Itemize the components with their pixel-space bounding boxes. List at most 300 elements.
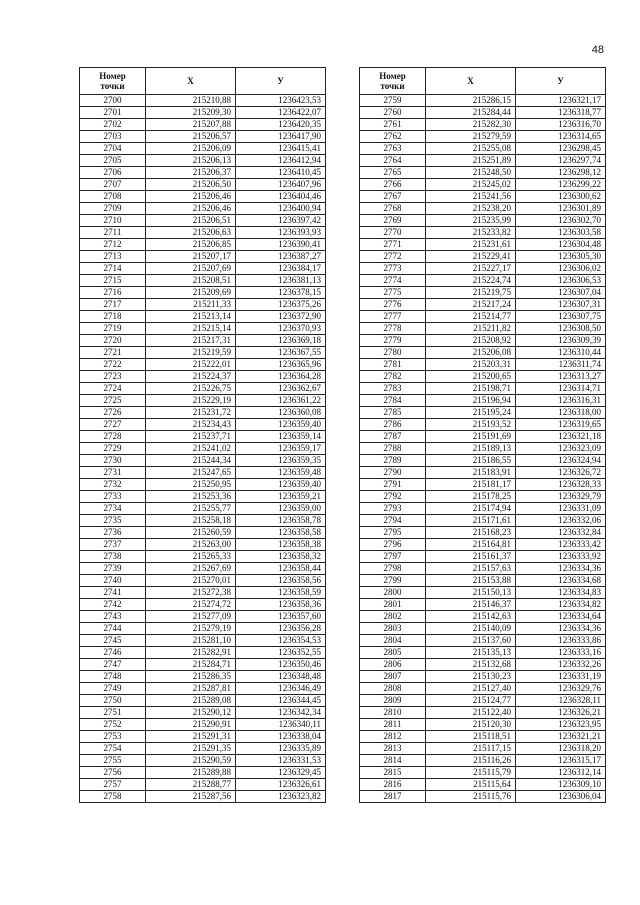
y-coordinate-cell: 1236358,44 (236, 563, 326, 575)
point-number-cell: 2801 (360, 599, 426, 611)
y-coordinate-cell: 1236318,00 (516, 407, 606, 419)
point-number-cell: 2749 (80, 683, 146, 695)
y-coordinate-cell: 1236404,46 (236, 191, 326, 203)
point-number-cell: 2782 (360, 371, 426, 383)
point-number-cell: 2755 (80, 755, 146, 767)
x-coordinate-cell: 215253,36 (146, 491, 236, 503)
y-coordinate-cell: 1236338,04 (236, 731, 326, 743)
y-coordinate-cell: 1236298,12 (516, 167, 606, 179)
x-coordinate-cell: 215206,51 (146, 215, 236, 227)
y-coordinate-cell: 1236423,53 (236, 95, 326, 107)
point-number-cell: 2757 (80, 779, 146, 791)
point-number-cell: 2708 (80, 191, 146, 203)
y-coordinate-cell: 1236359,35 (236, 455, 326, 467)
point-number-cell: 2790 (360, 467, 426, 479)
point-number-cell: 2796 (360, 539, 426, 551)
point-number-cell: 2797 (360, 551, 426, 563)
x-coordinate-cell: 215227,17 (426, 263, 516, 275)
table-row (360, 299, 606, 311)
x-coordinate-cell: 215132,68 (426, 659, 516, 671)
point-number-cell: 2762 (360, 131, 426, 143)
table-row (80, 443, 326, 455)
table-row (80, 515, 326, 527)
table-row (80, 599, 326, 611)
x-coordinate-cell: 215251,89 (426, 155, 516, 167)
table-row (360, 107, 606, 119)
point-number-cell: 2775 (360, 287, 426, 299)
table-row (360, 179, 606, 191)
point-number-cell: 2714 (80, 263, 146, 275)
point-number-cell: 2727 (80, 419, 146, 431)
y-coordinate-cell: 1236316,70 (516, 119, 606, 131)
x-coordinate-cell: 215287,56 (146, 791, 236, 803)
x-coordinate-cell: 215168,23 (426, 527, 516, 539)
table-row (80, 95, 326, 107)
x-coordinate-cell: 215250,95 (146, 479, 236, 491)
y-coordinate-cell: 1236348,48 (236, 671, 326, 683)
table-row (80, 431, 326, 443)
point-number-cell: 2763 (360, 143, 426, 155)
table-row (360, 779, 606, 791)
x-coordinate-cell: 215265,33 (146, 551, 236, 563)
x-coordinate-cell: 215189,13 (426, 443, 516, 455)
table-row (80, 635, 326, 647)
table-row (360, 551, 606, 563)
y-coordinate-cell: 1236323,09 (516, 443, 606, 455)
point-number-cell: 2759 (360, 95, 426, 107)
y-coordinate-cell: 1236306,04 (516, 791, 606, 803)
table-row (360, 227, 606, 239)
x-coordinate-cell: 215200,65 (426, 371, 516, 383)
table-row (360, 443, 606, 455)
y-coordinate-cell: 1236306,02 (516, 263, 606, 275)
x-coordinate-cell: 215137,60 (426, 635, 516, 647)
x-coordinate-cell: 215245,02 (426, 179, 516, 191)
table-row (80, 299, 326, 311)
x-coordinate-cell: 215286,15 (426, 95, 516, 107)
point-number-cell: 2753 (80, 731, 146, 743)
y-coordinate-cell: 1236315,17 (516, 755, 606, 767)
y-coordinate-cell: 1236309,10 (516, 779, 606, 791)
table-row (360, 239, 606, 251)
y-coordinate-cell: 1236321,18 (516, 431, 606, 443)
point-number-cell: 2788 (360, 443, 426, 455)
table-row (360, 623, 606, 635)
x-coordinate-cell: 215206,09 (146, 143, 236, 155)
y-coordinate-cell: 1236358,59 (236, 587, 326, 599)
y-coordinate-cell: 1236381,13 (236, 275, 326, 287)
point-number-cell: 2726 (80, 407, 146, 419)
y-coordinate-cell: 1236358,58 (236, 527, 326, 539)
table-row (80, 755, 326, 767)
table-row (80, 671, 326, 683)
point-number-cell: 2783 (360, 383, 426, 395)
table-row (80, 311, 326, 323)
point-number-cell: 2791 (360, 479, 426, 491)
point-number-cell: 2765 (360, 167, 426, 179)
x-coordinate-cell: 215130,23 (426, 671, 516, 683)
x-coordinate-cell: 215203,31 (426, 359, 516, 371)
x-coordinate-cell: 215290,59 (146, 755, 236, 767)
point-number-cell: 2725 (80, 395, 146, 407)
y-coordinate-cell: 1236375,26 (236, 299, 326, 311)
y-coordinate-cell: 1236302,70 (516, 215, 606, 227)
table-row (80, 371, 326, 383)
y-coordinate-cell: 1236344,45 (236, 695, 326, 707)
y-coordinate-cell: 1236334,83 (516, 587, 606, 599)
table-row (360, 635, 606, 647)
point-number-cell: 2799 (360, 575, 426, 587)
table-row (360, 575, 606, 587)
point-number-cell: 2778 (360, 323, 426, 335)
y-coordinate-cell: 1236361,22 (236, 395, 326, 407)
point-number-cell: 2701 (80, 107, 146, 119)
y-coordinate-cell: 1236319,65 (516, 419, 606, 431)
table-row (360, 191, 606, 203)
point-number-cell: 2710 (80, 215, 146, 227)
y-coordinate-cell: 1236350,46 (236, 659, 326, 671)
table-row (80, 395, 326, 407)
table-row (360, 203, 606, 215)
point-number-cell: 2712 (80, 239, 146, 251)
point-number-cell: 2720 (80, 335, 146, 347)
y-coordinate-cell: 1236307,31 (516, 299, 606, 311)
y-coordinate-cell: 1236331,19 (516, 671, 606, 683)
table-row (360, 767, 606, 779)
table-row (360, 407, 606, 419)
x-coordinate-cell: 215207,69 (146, 263, 236, 275)
table-row (360, 707, 606, 719)
table-row (80, 215, 326, 227)
point-number-cell: 2736 (80, 527, 146, 539)
point-number-cell: 2717 (80, 299, 146, 311)
point-number-cell: 2752 (80, 719, 146, 731)
table-row (80, 467, 326, 479)
point-number-cell: 2711 (80, 227, 146, 239)
x-coordinate-cell: 215161,37 (426, 551, 516, 563)
x-coordinate-cell: 215118,51 (426, 731, 516, 743)
header-x: X (426, 68, 516, 95)
table-row (360, 587, 606, 599)
x-coordinate-cell: 215211,82 (426, 323, 516, 335)
x-coordinate-cell: 215206,37 (146, 167, 236, 179)
x-coordinate-cell: 215282,30 (426, 119, 516, 131)
point-number-cell: 2786 (360, 419, 426, 431)
table-row (360, 743, 606, 755)
x-coordinate-cell: 215289,08 (146, 695, 236, 707)
x-coordinate-cell: 215135,13 (426, 647, 516, 659)
point-number-cell: 2731 (80, 467, 146, 479)
x-coordinate-cell: 215281,10 (146, 635, 236, 647)
point-number-cell: 2713 (80, 251, 146, 263)
y-coordinate-cell: 1236384,17 (236, 263, 326, 275)
x-coordinate-cell: 215222,01 (146, 359, 236, 371)
y-coordinate-cell: 1236359,48 (236, 467, 326, 479)
point-number-cell: 2806 (360, 659, 426, 671)
y-coordinate-cell: 1236358,36 (236, 599, 326, 611)
point-number-cell: 2730 (80, 455, 146, 467)
table-row (360, 335, 606, 347)
x-coordinate-cell: 215241,02 (146, 443, 236, 455)
coordinates-table-left (79, 67, 326, 803)
table-row (360, 371, 606, 383)
point-number-cell: 2787 (360, 431, 426, 443)
x-coordinate-cell: 215191,69 (426, 431, 516, 443)
table-row (360, 467, 606, 479)
y-coordinate-cell: 1236340,11 (236, 719, 326, 731)
y-coordinate-cell: 1236333,86 (516, 635, 606, 647)
header-point-number: Номер точки (80, 68, 146, 95)
point-number-cell: 2702 (80, 119, 146, 131)
y-coordinate-cell: 1236370,93 (236, 323, 326, 335)
point-number-cell: 2737 (80, 539, 146, 551)
table-row (360, 563, 606, 575)
y-coordinate-cell: 1236334,64 (516, 611, 606, 623)
x-coordinate-cell: 215224,37 (146, 371, 236, 383)
table-row (80, 383, 326, 395)
x-coordinate-cell: 215146,37 (426, 599, 516, 611)
x-coordinate-cell: 215255,77 (146, 503, 236, 515)
y-coordinate-cell: 1236358,38 (236, 539, 326, 551)
point-number-cell: 2734 (80, 503, 146, 515)
x-coordinate-cell: 215211,33 (146, 299, 236, 311)
x-coordinate-cell: 215217,31 (146, 335, 236, 347)
point-number-cell: 2771 (360, 239, 426, 251)
y-coordinate-cell: 1236400,94 (236, 203, 326, 215)
table-row (80, 107, 326, 119)
point-number-cell: 2784 (360, 395, 426, 407)
table-row (80, 659, 326, 671)
y-coordinate-cell: 1236360,08 (236, 407, 326, 419)
y-coordinate-cell: 1236367,55 (236, 347, 326, 359)
y-coordinate-cell: 1236420,35 (236, 119, 326, 131)
table-row (80, 167, 326, 179)
y-coordinate-cell: 1236359,40 (236, 419, 326, 431)
table-row (360, 395, 606, 407)
x-coordinate-cell: 215226,75 (146, 383, 236, 395)
table-row (80, 119, 326, 131)
table-row (360, 515, 606, 527)
y-coordinate-cell: 1236359,21 (236, 491, 326, 503)
point-number-cell: 2724 (80, 383, 146, 395)
table-row (360, 599, 606, 611)
table-row (360, 347, 606, 359)
y-coordinate-cell: 1236359,40 (236, 479, 326, 491)
x-coordinate-cell: 215234,43 (146, 419, 236, 431)
point-number-cell: 2776 (360, 299, 426, 311)
y-coordinate-cell: 1236324,94 (516, 455, 606, 467)
header-x: X (146, 68, 236, 95)
table-row (80, 575, 326, 587)
y-coordinate-cell: 1236357,60 (236, 611, 326, 623)
y-coordinate-cell: 1236321,21 (516, 731, 606, 743)
y-coordinate-cell: 1236334,68 (516, 575, 606, 587)
y-coordinate-cell: 1236359,14 (236, 431, 326, 443)
y-coordinate-cell: 1236311,74 (516, 359, 606, 371)
x-coordinate-cell: 215209,69 (146, 287, 236, 299)
y-coordinate-cell: 1236359,00 (236, 503, 326, 515)
x-coordinate-cell: 215178,25 (426, 491, 516, 503)
table-row (80, 263, 326, 275)
table-row (360, 731, 606, 743)
table-row (360, 719, 606, 731)
x-coordinate-cell: 215290,91 (146, 719, 236, 731)
y-coordinate-cell: 1236397,42 (236, 215, 326, 227)
page-number: 48 (591, 44, 604, 56)
point-number-cell: 2794 (360, 515, 426, 527)
table-row (360, 287, 606, 299)
y-coordinate-cell: 1236354,53 (236, 635, 326, 647)
y-coordinate-cell: 1236329,45 (236, 767, 326, 779)
table-row (360, 311, 606, 323)
x-coordinate-cell: 215214,77 (426, 311, 516, 323)
table-row (80, 719, 326, 731)
y-coordinate-cell: 1236312,14 (516, 767, 606, 779)
table-row (360, 155, 606, 167)
x-coordinate-cell: 215291,35 (146, 743, 236, 755)
x-coordinate-cell: 215274,72 (146, 599, 236, 611)
x-coordinate-cell: 215284,44 (426, 107, 516, 119)
x-coordinate-cell: 215267,69 (146, 563, 236, 575)
point-number-cell: 2774 (360, 275, 426, 287)
point-number-cell: 2703 (80, 131, 146, 143)
point-number-cell: 2735 (80, 515, 146, 527)
table-row (360, 683, 606, 695)
point-number-cell: 2739 (80, 563, 146, 575)
table-row (360, 359, 606, 371)
table-row (360, 479, 606, 491)
y-coordinate-cell: 1236390,41 (236, 239, 326, 251)
x-coordinate-cell: 215217,24 (426, 299, 516, 311)
x-coordinate-cell: 215206,50 (146, 179, 236, 191)
y-coordinate-cell: 1236328,33 (516, 479, 606, 491)
x-coordinate-cell: 215282,91 (146, 647, 236, 659)
table-row (360, 491, 606, 503)
y-coordinate-cell: 1236331,09 (516, 503, 606, 515)
point-number-cell: 2744 (80, 623, 146, 635)
table-row (360, 383, 606, 395)
table-row (80, 707, 326, 719)
point-number-cell: 2780 (360, 347, 426, 359)
y-coordinate-cell: 1236300,62 (516, 191, 606, 203)
y-coordinate-cell: 1236356,28 (236, 623, 326, 635)
table-row (360, 455, 606, 467)
point-number-cell: 2747 (80, 659, 146, 671)
point-number-cell: 2758 (80, 791, 146, 803)
y-coordinate-cell: 1236313,27 (516, 371, 606, 383)
y-coordinate-cell: 1236333,92 (516, 551, 606, 563)
x-coordinate-cell: 215206,46 (146, 191, 236, 203)
x-coordinate-cell: 215279,19 (146, 623, 236, 635)
table-header-row (360, 68, 606, 95)
y-coordinate-cell: 1236301,89 (516, 203, 606, 215)
x-coordinate-cell: 215241,56 (426, 191, 516, 203)
table-header-row (80, 68, 326, 95)
table-row (80, 491, 326, 503)
x-coordinate-cell: 215284,71 (146, 659, 236, 671)
point-number-cell: 2740 (80, 575, 146, 587)
x-coordinate-cell: 215206,13 (146, 155, 236, 167)
table-row (80, 611, 326, 623)
table-row (80, 779, 326, 791)
point-number-cell: 2777 (360, 311, 426, 323)
y-coordinate-cell: 1236323,82 (236, 791, 326, 803)
point-number-cell: 2750 (80, 695, 146, 707)
point-number-cell: 2809 (360, 695, 426, 707)
point-number-cell: 2813 (360, 743, 426, 755)
y-coordinate-cell: 1236359,17 (236, 443, 326, 455)
point-number-cell: 2723 (80, 371, 146, 383)
x-coordinate-cell: 215231,61 (426, 239, 516, 251)
x-coordinate-cell: 215140,09 (426, 623, 516, 635)
y-coordinate-cell: 1236310,44 (516, 347, 606, 359)
table-row (80, 479, 326, 491)
point-number-cell: 2748 (80, 671, 146, 683)
point-number-cell: 2814 (360, 755, 426, 767)
header-y: У (516, 68, 606, 95)
table-row (80, 143, 326, 155)
x-coordinate-cell: 215164,81 (426, 539, 516, 551)
x-coordinate-cell: 215196,94 (426, 395, 516, 407)
x-coordinate-cell: 215193,52 (426, 419, 516, 431)
y-coordinate-cell: 1236422,07 (236, 107, 326, 119)
y-coordinate-cell: 1236334,82 (516, 599, 606, 611)
y-coordinate-cell: 1236342,34 (236, 707, 326, 719)
y-coordinate-cell: 1236314,71 (516, 383, 606, 395)
y-coordinate-cell: 1236364,28 (236, 371, 326, 383)
y-coordinate-cell: 1236410,45 (236, 167, 326, 179)
x-coordinate-cell: 215122,40 (426, 707, 516, 719)
y-coordinate-cell: 1236305,30 (516, 251, 606, 263)
point-number-cell: 2718 (80, 311, 146, 323)
point-number-cell: 2812 (360, 731, 426, 743)
x-coordinate-cell: 215291,31 (146, 731, 236, 743)
table-row (80, 587, 326, 599)
table-row (80, 731, 326, 743)
x-coordinate-cell: 215287,81 (146, 683, 236, 695)
y-coordinate-cell: 1236393,93 (236, 227, 326, 239)
y-coordinate-cell: 1236321,17 (516, 95, 606, 107)
table-row (360, 791, 606, 803)
point-number-cell: 2764 (360, 155, 426, 167)
y-coordinate-cell: 1236412,94 (236, 155, 326, 167)
point-number-cell: 2770 (360, 227, 426, 239)
y-coordinate-cell: 1236298,45 (516, 143, 606, 155)
point-number-cell: 2800 (360, 587, 426, 599)
x-coordinate-cell: 215229,19 (146, 395, 236, 407)
point-number-cell: 2792 (360, 491, 426, 503)
table-row (80, 767, 326, 779)
table-row (360, 503, 606, 515)
y-coordinate-cell: 1236358,78 (236, 515, 326, 527)
x-coordinate-cell: 215263,00 (146, 539, 236, 551)
y-coordinate-cell: 1236372,90 (236, 311, 326, 323)
x-coordinate-cell: 215219,59 (146, 347, 236, 359)
table-row (80, 323, 326, 335)
table-row (80, 407, 326, 419)
point-number-cell: 2746 (80, 647, 146, 659)
table-row (360, 143, 606, 155)
x-coordinate-cell: 215248,50 (426, 167, 516, 179)
table-row (80, 419, 326, 431)
y-coordinate-cell: 1236318,77 (516, 107, 606, 119)
table-row (80, 695, 326, 707)
y-coordinate-cell: 1236358,56 (236, 575, 326, 587)
point-number-cell: 2768 (360, 203, 426, 215)
x-coordinate-cell: 215174,94 (426, 503, 516, 515)
x-coordinate-cell: 215207,88 (146, 119, 236, 131)
y-coordinate-cell: 1236362,67 (236, 383, 326, 395)
